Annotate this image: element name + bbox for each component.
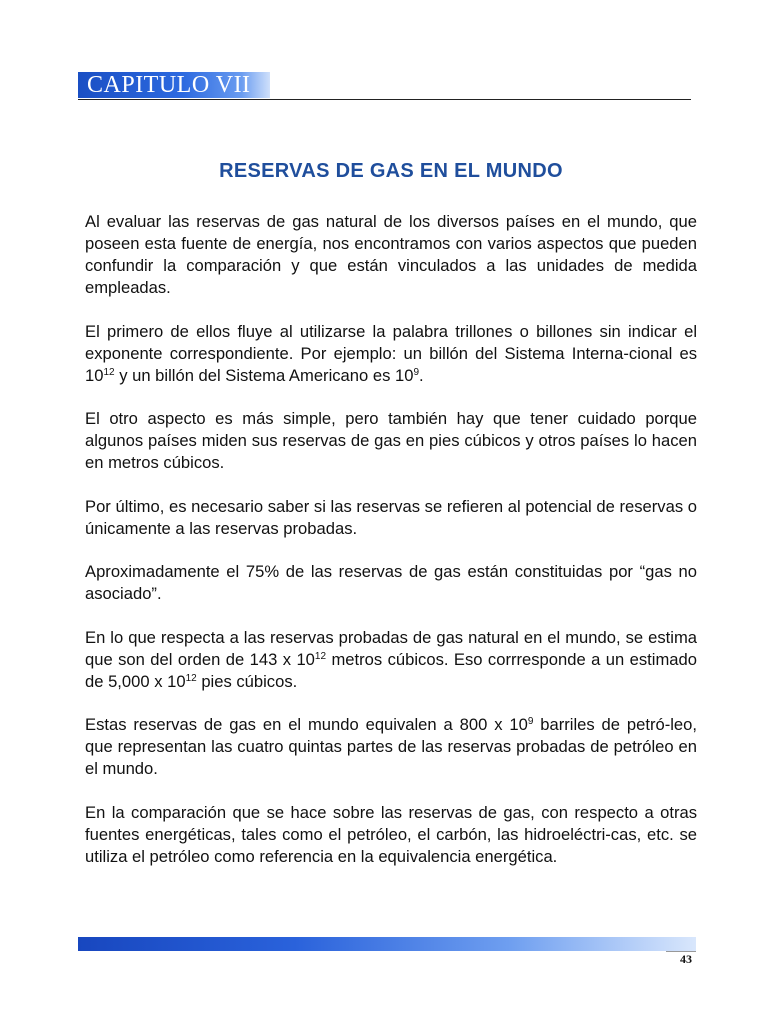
paragraph-1: Al evaluar las reservas de gas natural de los diversos países en el mundo, que poseen esta fuente de energía, nos encontramos con varios aspectos que pueden confundir la comparación y que están vinculados a las unidades de medida empleadas. xyxy=(85,212,697,297)
chapter-rule xyxy=(78,99,691,100)
paragraph-4: Por último, es necesario saber si las reservas se refieren al potencial de reservas o únicamente a las reservas probadas. xyxy=(85,496,697,538)
exponent: 12 xyxy=(185,672,197,684)
footer-bar xyxy=(78,937,696,951)
exponent: 12 xyxy=(314,650,327,662)
paragraph-2 xyxy=(85,321,697,387)
paragraph-7-text: barriles de petró-leo, que representan las cuatro quintas partes de las reservas probadas de petróleo en el mundo. xyxy=(85,715,697,778)
paragraph-6-text: metros cúbicos. Eso corrresponde a un estimado de 5,000 x 10 xyxy=(85,649,697,691)
page-title: RESERVAS DE GAS EN EL MUNDO xyxy=(219,160,563,183)
paragraph-7-text: Estas reservas de gas en el mundo equivalen a 800 x 10 xyxy=(85,715,528,734)
paragraph-2-text: . xyxy=(419,365,424,385)
paragraph-2-text: El primero de ellos fluye al utilizarse la palabra trillones o billones sin indicar el exponente correspondiente. Por ejemplo: un billón del Sistema Interna-cional es 10 xyxy=(85,321,697,385)
paragraph-6-text: pies cúbicos. xyxy=(196,671,298,691)
exponent: 12 xyxy=(103,366,115,378)
exponent: 9 xyxy=(413,366,420,378)
paragraph-5: Aproximadamente el 75% de las reservas de gas están constituidas por “gas no asociado”. xyxy=(85,562,697,603)
paragraph-7 xyxy=(85,714,697,780)
page-number: 43 xyxy=(680,952,692,966)
paragraph-3: El otro aspecto es más simple, pero también hay que tener cuidado porque algunos países miden sus reservas de gas en pies cúbicos y otros países lo hacen en metros cúbicos. xyxy=(85,409,697,472)
chapter-label: CAPITULO VII xyxy=(87,72,251,98)
paragraph-6-text: En lo que respecta a las reservas probadas de gas natural en el mundo, se estima que son del orden de 143 x 10 xyxy=(85,627,697,669)
exponent: 9 xyxy=(527,716,534,727)
paragraph-6 xyxy=(85,627,697,693)
paragraph-8: En la comparación que se hace sobre las reservas de gas, con respecto a otras fuentes energéticas, tales como el petróleo, el carbón, las hidroeléctri-cas, etc. se utiliza el petróleo como referencia en la equivalencia energética. xyxy=(85,802,697,866)
body-text xyxy=(85,211,697,889)
paragraph-2-text: y un billón del Sistema Americano es 10 xyxy=(114,365,414,385)
